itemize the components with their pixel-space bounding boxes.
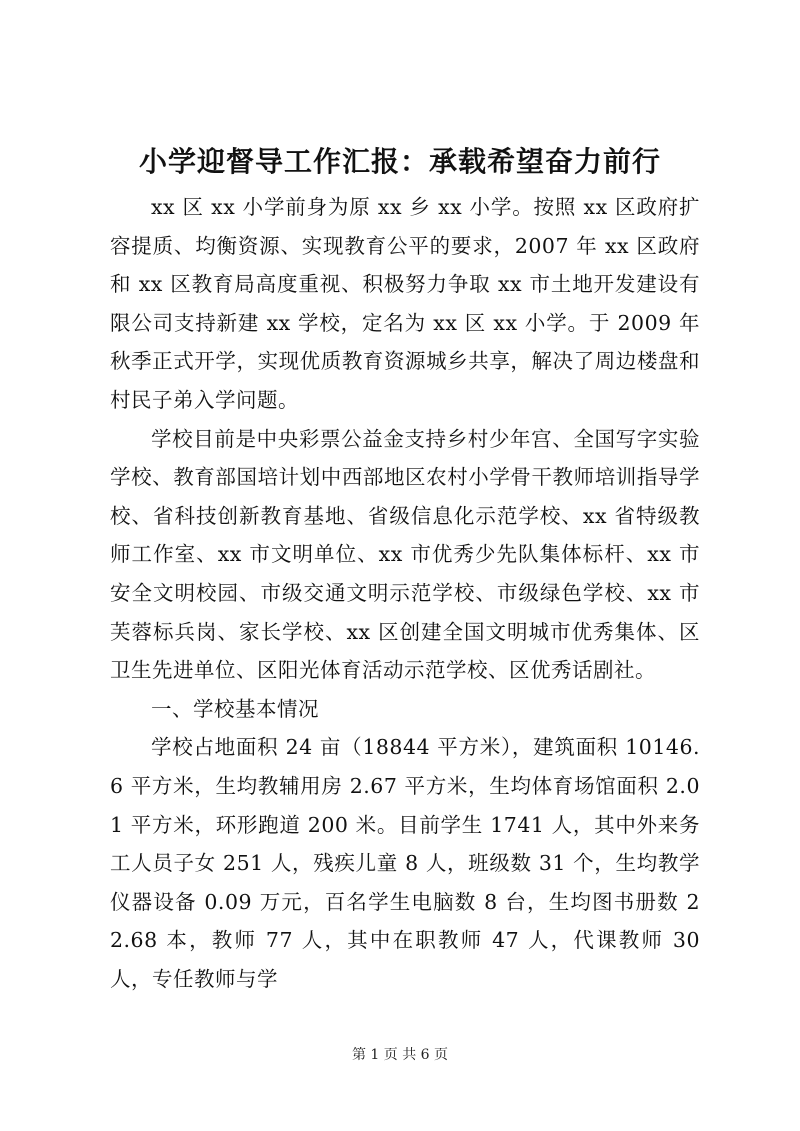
page-number: 第 1 页 共 6 页 bbox=[351, 1047, 449, 1063]
paragraph-intro: xx 区 xx 小学前身为原 xx 乡 xx 小学。按照 xx 区政府扩容提质、均衡资源、实现教育公平的要求，2007 年 xx 区政府和 xx 区教育局高度重视、积极努力争取 xx 市土地开发建设有限公司支持新建 xx 学校，定名为 xx 区 xx 小学。于 2009 年秋季正式开学，实现优质教育资源城乡共享，解决了周边楼盘和村民子弟入学问题。 bbox=[110, 195, 700, 412]
paragraph-honors: 学校目前是中央彩票公益金支持乡村少年宫、全国写字实验学校、教育部国培计划中西部地区农村小学骨干教师培训指导学校、省科技创新教育基地、省级信息化示范学校、xx 省特级教师工作室、xx 市文明单位、xx 市优秀少先队集体标杆、xx 市安全文明校园、市级交通文明示范学校、市级绿色学校、xx 市芙蓉标兵岗、家长学校、xx 区创建全国文明城市优秀集体、区卫生先进单位、区阳光体育活动示范学校、区优秀话剧社。 bbox=[110, 426, 700, 683]
section-heading: 一、学校基本情况 bbox=[151, 696, 319, 721]
document-body bbox=[110, 188, 700, 998]
document-title: 小学迎督导工作汇报：承载希望奋力前行 bbox=[138, 145, 661, 178]
paragraph-basic-info: 学校占地面积 24 亩（18844 平方米），建筑面积 10146.6 平方米，生均教辅用房 2.67 平方米，生均体育场馆面积 2.01 平方米，环形跑道 200 米。目前学生 1741 人，其中外来务工人员子女 251 人，残疾儿童 8 人，班级数 31 个，生均教学仪器设备 0.09 万元，百名学生电脑数 8 台，生均图书册数 22.68 本，教师 77 人，其中在职教师 47 人，代课教师 30 人，专任教师与学 bbox=[110, 735, 700, 991]
